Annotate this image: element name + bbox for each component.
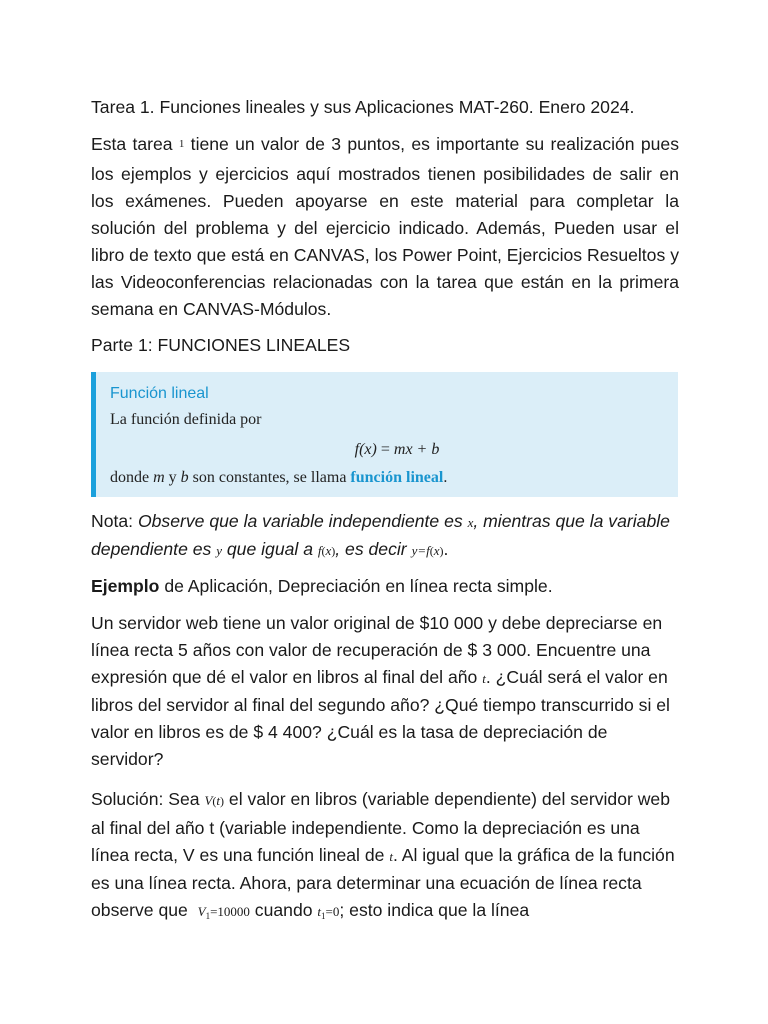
problema-t2: . ¿Cuál será el valor en libros del servidor al final del segundo año? ¿Qué tiempo transcurrido si el valor en libros es de $ 4 400? ¿Cuál es la tasa de depreciación de servidor?: [91, 667, 670, 769]
nota-t3: que igual a: [222, 539, 318, 559]
nota-eq: y=f(x): [411, 543, 444, 558]
nota-label: Nota:: [91, 511, 138, 531]
formula-fx: f(x): [354, 441, 377, 458]
nota-t2: , mientras que la variable dependiente es: [91, 511, 670, 559]
definition-line1: La función definida por: [110, 411, 262, 428]
solucion-paragraph: [91, 786, 679, 927]
solucion-t1v: $t_1=0$: [317, 904, 340, 921]
solucion-vt: V(t): [204, 793, 225, 808]
nota-t5: .: [443, 539, 449, 559]
solucion-v1: $V_1=10000$: [197, 904, 250, 921]
problema-t: t: [482, 671, 486, 686]
nota-y: y: [216, 543, 222, 558]
solucion-t5: ; esto indica que la línea: [339, 900, 530, 920]
definition-line2: [110, 469, 447, 487]
document-title: Tarea 1. Funciones lineales y sus Aplicaciones MAT-260. Enero 2024.: [91, 97, 635, 117]
nota-fx: f(x): [317, 543, 336, 558]
formula-rhs: mx + b: [393, 441, 440, 458]
solucion-t1: Solución: Sea: [91, 789, 205, 809]
intro-paragraph: [91, 131, 679, 323]
def-text-c: son constantes, se llama: [188, 469, 351, 486]
nota-t4: , es decir: [335, 539, 412, 559]
formula-eq: =: [376, 441, 394, 458]
problema-t1: Un servidor web tiene un valor original de $10 000 y debe depreciarse en línea recta 5 años con valor de recuperación de $ 3 000. Encuentre una expresión que dé el valor en libros al final del año: [91, 613, 663, 687]
section-heading: Parte 1: FUNCIONES LINEALES: [91, 335, 351, 355]
ejemplo-bold: Ejemplo: [91, 576, 160, 596]
definition-title: Función lineal: [110, 385, 209, 402]
solucion-t3: . Al igual que la gráfica de la función es una línea recta. Ahora, para determinar una ecuación de línea recta observe que: [91, 845, 680, 920]
nota-paragraph: [91, 508, 679, 565]
solucion-t2: el valor en libros (variable dependiente) del servidor web al final del año t (variable independiente. Como la depreciación es una línea recta, V es una función lineal de: [91, 789, 670, 865]
footnote-ref[interactable]: 1: [178, 138, 185, 150]
ejemplo-heading: [91, 573, 679, 600]
var-m: m: [153, 469, 165, 486]
def-text-b: y: [164, 469, 181, 486]
definition-formula: [96, 441, 678, 459]
nota-t1: Observe que la variable independiente es: [137, 511, 468, 531]
solucion-t-var: t: [389, 849, 393, 864]
nota-x: x: [467, 515, 474, 530]
solucion-t4: cuando: [249, 900, 318, 920]
definition-box: [91, 372, 678, 497]
def-text-a: donde: [110, 469, 154, 486]
def-highlight: función lineal: [350, 469, 444, 486]
intro-text: tiene un valor de 3 puntos, es importante su realización pues los ejemplos y ejercicios aquí mostrados tienen posibilidades de salir en los exámenes. Pueden apoyarse en este material para completar la solución del problema y del ejercicio indicado. Además, Pueden usar el libro de texto que está en CANVAS, los Power Point, Ejercicios Resueltos y las Videoconferencias relacionadas con la tarea que están en la primera semana en CANVAS-Módulos.: [91, 134, 679, 319]
def-text-d: .: [443, 469, 448, 486]
ejemplo-rest: de Aplicación, Depreciación en línea recta simple.: [159, 576, 553, 596]
var-b: b: [180, 469, 189, 486]
intro-pre: Esta tarea: [91, 134, 179, 154]
problema-paragraph: [91, 610, 679, 773]
